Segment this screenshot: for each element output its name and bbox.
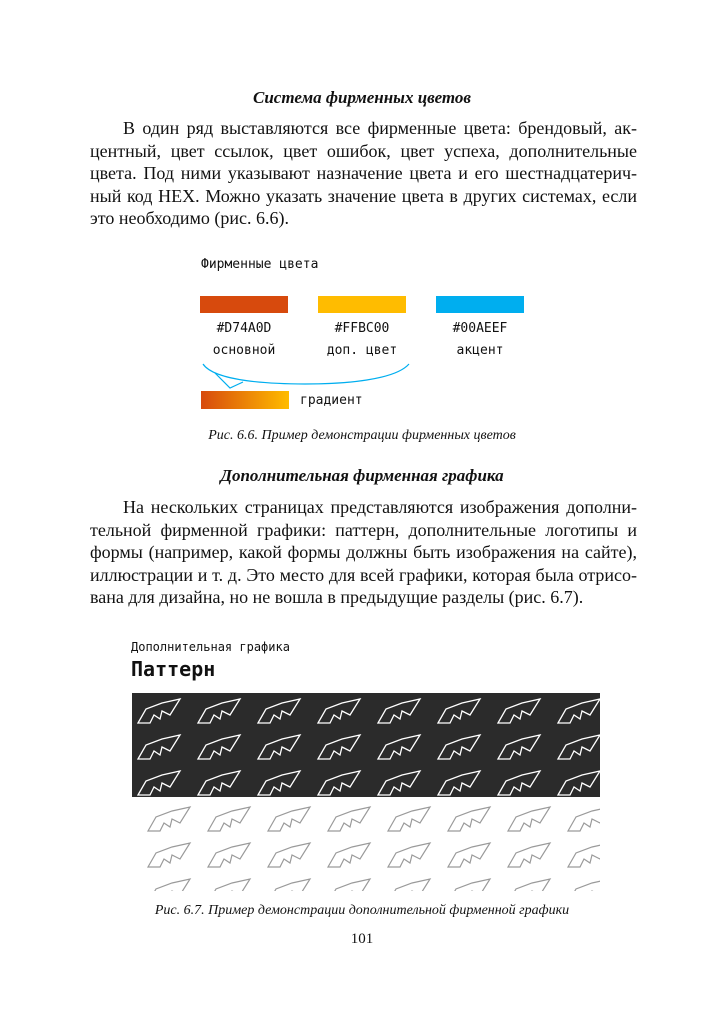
color-swatch-primary [200, 296, 288, 313]
gradient-swatch [201, 391, 289, 409]
color-name-primary: основной [212, 343, 276, 358]
figure-caption: Рис. 6.6. Пример демонстрации фирменных цветов [208, 428, 516, 443]
paragraph-line: ный код HEX. Можно указать значение цвета в других системах, если [90, 185, 637, 206]
paragraph-additional-graphics [90, 496, 637, 609]
figure-subtitle: Дополнительная графика [131, 640, 290, 654]
figure-title: Паттерн [131, 657, 216, 681]
paragraph-line: это необходимо (рис. 6.6). [90, 208, 290, 228]
color-swatch-accent [436, 296, 524, 313]
paragraph-line: вана для дизайна, но не вошла в предыдущие разделы (рис. 6.7). [90, 587, 584, 607]
color-name-secondary: доп. цвет [326, 343, 398, 358]
paragraph-line: иллюстрации и т. д. Это место для всей графики, которая была отрисо- [90, 564, 637, 585]
gradient-label: градиент [300, 393, 363, 408]
paragraph-line: центный, цвет ссылок, цвет ошибок, цвет успеха, дополнительные [90, 140, 637, 161]
color-swatch-secondary [318, 296, 406, 313]
hex-code-secondary: #FFBC00 [334, 321, 390, 336]
color-name-accent: акцент [456, 343, 504, 358]
gradient-bracket-icon [195, 360, 425, 392]
hex-code-accent: #00AEEF [452, 321, 508, 336]
figure-caption: Рис. 6.7. Пример демонстрации дополнительной фирменной графики [154, 903, 570, 918]
section-heading-additional-graphics: Дополнительная фирменная графика [220, 466, 504, 485]
page-number: 101 [350, 931, 374, 947]
pattern-image [132, 693, 600, 891]
figure-title: Фирменные цвета [201, 257, 319, 272]
paragraph-brand-colors [90, 117, 637, 230]
hex-code-primary: #D74A0D [216, 321, 272, 336]
paragraph-line: формы (например, какой формы должны быть изображения на сайте), [90, 542, 637, 562]
paragraph-line: тельной фирменной графики: паттерн, дополнительные логотипы и [90, 519, 637, 540]
paragraph-line: На нескольких страницах представляются изображения дополни- [123, 497, 637, 517]
section-heading-brand-colors: Система фирменных цветов [252, 88, 471, 107]
paragraph-line: цвета. Под ними указывают назначение цвета и его шестнадцатерич- [90, 163, 637, 183]
paragraph-line: В один ряд выставляются все фирменные цвета: брендовый, ак- [123, 118, 637, 138]
